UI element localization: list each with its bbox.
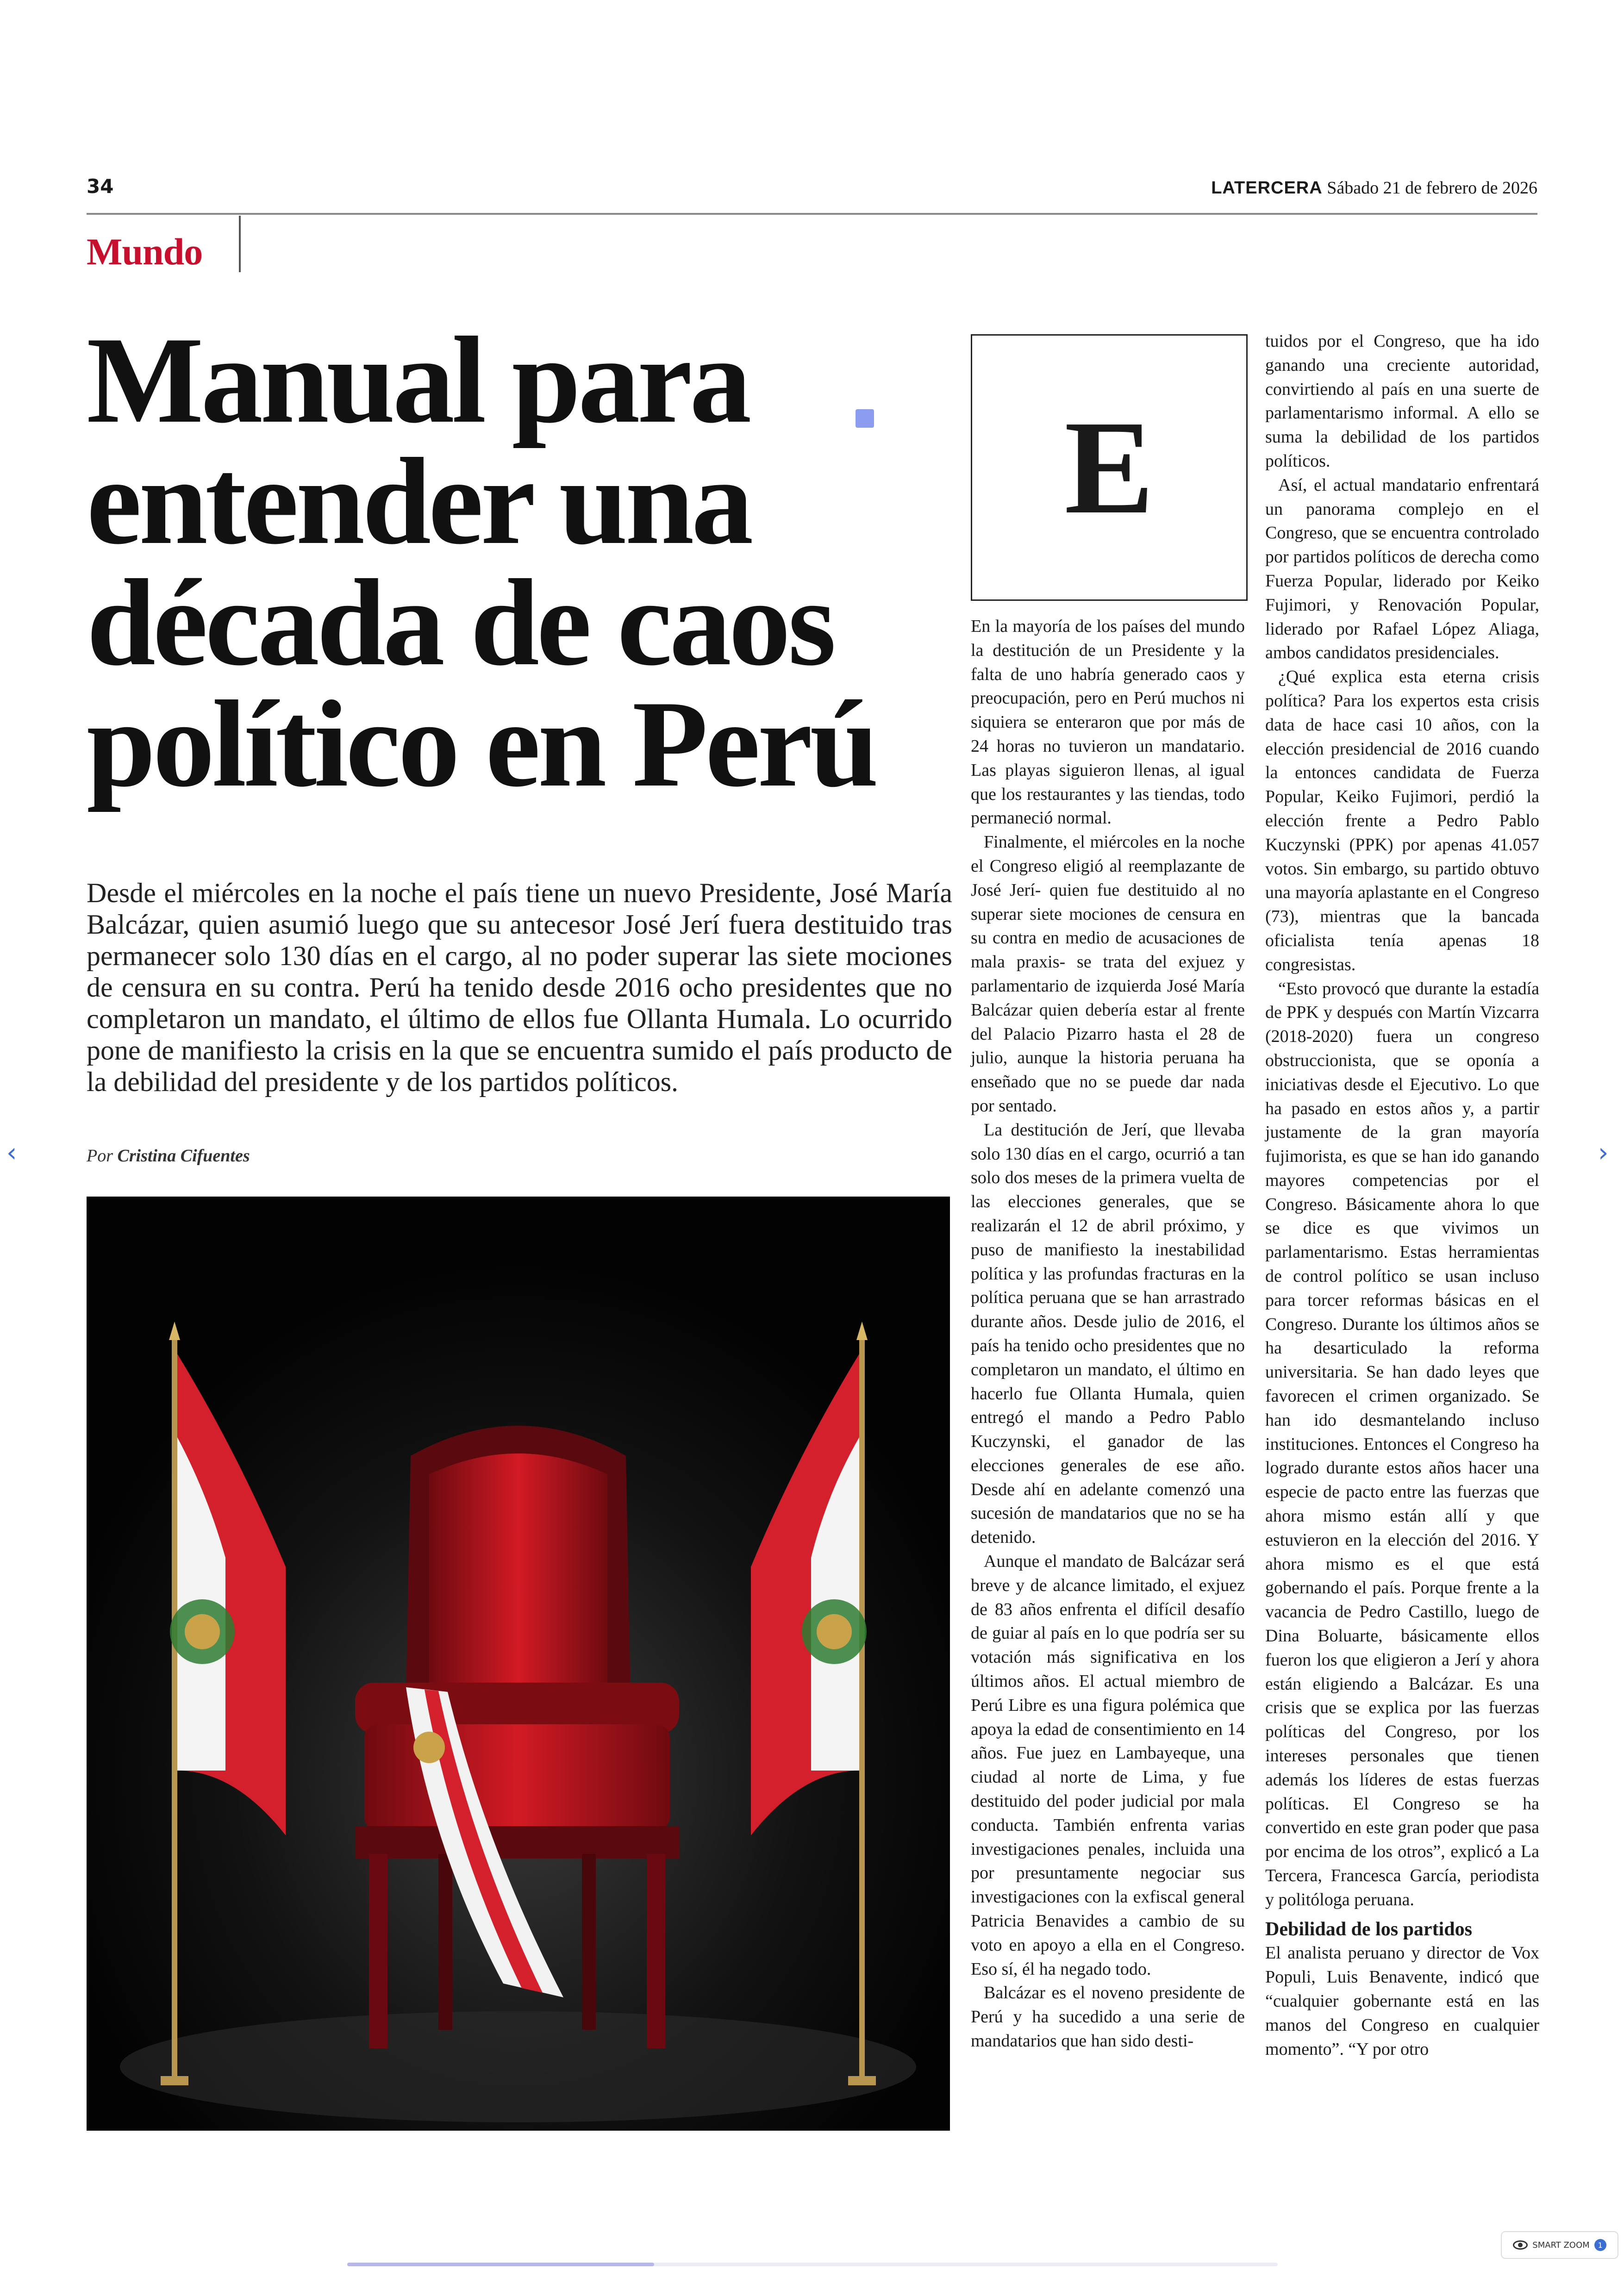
section-divider <box>239 216 241 272</box>
headline <box>87 311 966 812</box>
article-column-1 <box>971 615 1245 2053</box>
issue-date: Sábado 21 de febrero de 2026 <box>1327 178 1537 198</box>
lead-paragraph: Desde el miércoles en la noche el país tiene un nuevo Presidente, José María Balcázar, quien asumió luego que su antecesor José Jerí fuera destituido tras permanecer solo 130 días en el cargo, al no poder superar las siete mociones de censura en su contra. Perú ha tenido desde 2016 ocho presidentes que no completaron un mandato, el último de ellos fue Ollanta Humala. Lo ocurrido pone de manifiesto la crisis en la que se encuentra sumido el país producto de la debilidad del presidente y de los partidos políticos. <box>87 878 952 1097</box>
subheading: Debilidad de los partidos <box>1265 1918 1472 1940</box>
headline-line: político en Perú <box>87 675 876 812</box>
previous-page-icon[interactable]: ‹ <box>6 1138 17 1168</box>
drop-cap: E <box>1064 393 1154 542</box>
article-photo <box>87 1197 950 2131</box>
headline-line: Manual para <box>87 311 749 449</box>
paragraph: Finalmente, el miércoles en la noche el Congreso eligió al reemplazante de José Jerí- quien fue destituido al no superar siete mociones de censura en su contra en medio de acusaciones de mala praxis- se trata del exjuez y parlamentario de izquierda José María Balcázar quien debería estar al frente del Palacio Pizarro hasta el 28 de julio, aunque la historia peruana ha enseñado que no se puede dar nada por sentado. <box>971 832 1245 1116</box>
page-number: 34 <box>87 175 114 198</box>
next-page-icon[interactable]: › <box>1598 1138 1609 1168</box>
drop-cap-box <box>971 334 1248 601</box>
masthead <box>1211 178 1537 198</box>
paragraph: El analista peruano y director de Vox Populi, Luis Benavente, indicó que “cualquier gobernante está en las manos del Congreso en cualquier momento”. “Y por otro <box>1265 1943 1539 2059</box>
paragraph: ¿Qué explica esta eterna crisis política? Para los expertos esta crisis data de hace casi 10 años, con la elección presidencial de 2016 cuando la entonces candidata de Fuerza Popular, Keiko Fujimori, perdió la elección frente a Pedro Pablo Kuczynski (PPK) por apenas 41.057 votos. Sin embargo, su partido obtuvo una mayoría aplastante en el Congreso (73), mientras que la bancada oficialista tenía apenas 18 congresistas. <box>1265 667 1539 974</box>
headline-line: entender una <box>87 432 751 570</box>
paragraph: tuidos por el Congreso, que ha ido ganando una creciente autoridad, convirtiendo al país en una suerte de parlamentarismo informal. A ello se suma la debilidad de los partidos políticos. <box>1265 331 1539 471</box>
smart-zoom-button[interactable] <box>1501 2231 1618 2259</box>
eye-icon <box>1513 2240 1528 2250</box>
byline <box>87 1146 250 1166</box>
newspaper-name: LATERCERA <box>1211 178 1323 198</box>
paragraph: “Esto provocó que durante la estadía de PPK y después con Martín Vizcarra (2018-2020) fuera un congreso obstruccionista, que se oponía a iniciativas desde el Ejecutivo. Lo que ha pasado en estos años y, a partir justamente de la gran mayoría fujimorista, es que se han ido ganando mayores competencias por el Congreso. Básicamente ahora lo que se dice es que vivimos un parlamentarismo. Estas herramientas de control político se usan incluso para torcer reformas básicas en el Congreso. Durante los últimos años se ha desarticulado la reforma universitaria. Se han dado leyes que favorecen el crimen organizado. Se han ido desmantelando incluso instituciones. Entonces el Congreso ha logrado durante estos años hacer una especie de pacto entre las fuerzas que ahora mismo están allí y que estuvieron en la elección del 2016. Y ahora mismo es el que está gobernando el país. Porque frente a la vacancia de Pedro Castillo, luego de Dina Boluarte, básicamente ellos fueron los que eligieron a Jerí y ahora están eligiendo a Balcázar. Es una crisis que se explica por las fuerzas políticas del Congreso, por los intereses personales que tienen además los líderes de estas fuerzas políticas. El Congreso se ha convertido en este gran poder que pasa por encima de los otros”, explicó a La Tercera, Francesca García, periodista y politóloga peruana. <box>1265 979 1539 1909</box>
paragraph: La destitución de Jerí, que llevaba solo 130 días en el cargo, ocurrió a tan solo dos meses de la primera vuelta de las elecciones generales, que se realizarán el 12 de abril próximo, y puso de manifiesto la inestabilidad política y las profundas fracturas en la política peruana que se han arrastrado durante años. Desde julio de 2016, el país ha tenido ocho presidentes que no completaron un mandato, el último en hacerlo fue Ollanta Humala, quien entregó el mando a Pedro Pablo Kuczynski, el ganador de las elecciones generales de ese año. Desde ahí en adelante comenzó una sucesión de mandatarios que no se ha detenido. <box>971 1120 1245 1547</box>
article-column-2 <box>1265 330 1539 2061</box>
smart-zoom-badge: 1 <box>1594 2239 1606 2251</box>
scroll-progress[interactable] <box>347 2263 654 2266</box>
byline-author: Cristina Cifuentes <box>117 1146 250 1166</box>
byline-prefix: Por <box>87 1146 113 1166</box>
paragraph: Balcázar es el noveno presidente de Perú y ha sucedido a una serie de mandatarios que han sido desti- <box>971 1983 1245 2051</box>
paragraph: En la mayoría de los países del mundo la destitución de un Presidente y la falta de uno habría generado caos y preocupación, pero en Perú muchos ni siquiera se enteraron que por más de 24 horas no tuvieron un mandatario. Las playas siguieron llenas, al igual que los restaurantes y las tiendas, todo permaneció normal. <box>971 617 1245 828</box>
header-rule <box>87 213 1537 215</box>
text-selection-handle[interactable] <box>856 409 874 428</box>
paragraph: Aunque el mandato de Balcázar será breve y de alcance limitado, el exjuez de 83 años enfrenta el difícil desafío de guiar al país en lo que podría ser su votación más significativa en los últimos años. El actual miembro de Perú Libre es una figura polémica que apoya la edad de consentimiento en 14 años. Fue juez en Lambayeque, una ciudad al norte de Lima, y fue destituido del poder judicial por mala conducta. También enfrenta varias investigaciones penales, incluida una por presuntamente negociar sus investigaciones con la exfiscal general Patricia Benavides a cambio de su voto en apoyo a ella en el Congreso. Eso sí, él ha negado todo. <box>971 1552 1245 1979</box>
smart-zoom-label: SMART ZOOM <box>1532 2240 1590 2250</box>
section-title: Mundo <box>87 231 203 273</box>
headline-line: década de caos <box>87 554 834 691</box>
page-scrollbar[interactable] <box>347 2263 1278 2266</box>
paragraph: Así, el actual mandatario enfrentará un panorama complejo en el Congreso, que se encuentra controlado por partidos políticos de derecha como Fuerza Popular, liderado por Keiko Fujimori, y Renovación Popular, liderado por Rafael López Aliaga, ambos candidatos presidenciales. <box>1265 475 1539 663</box>
